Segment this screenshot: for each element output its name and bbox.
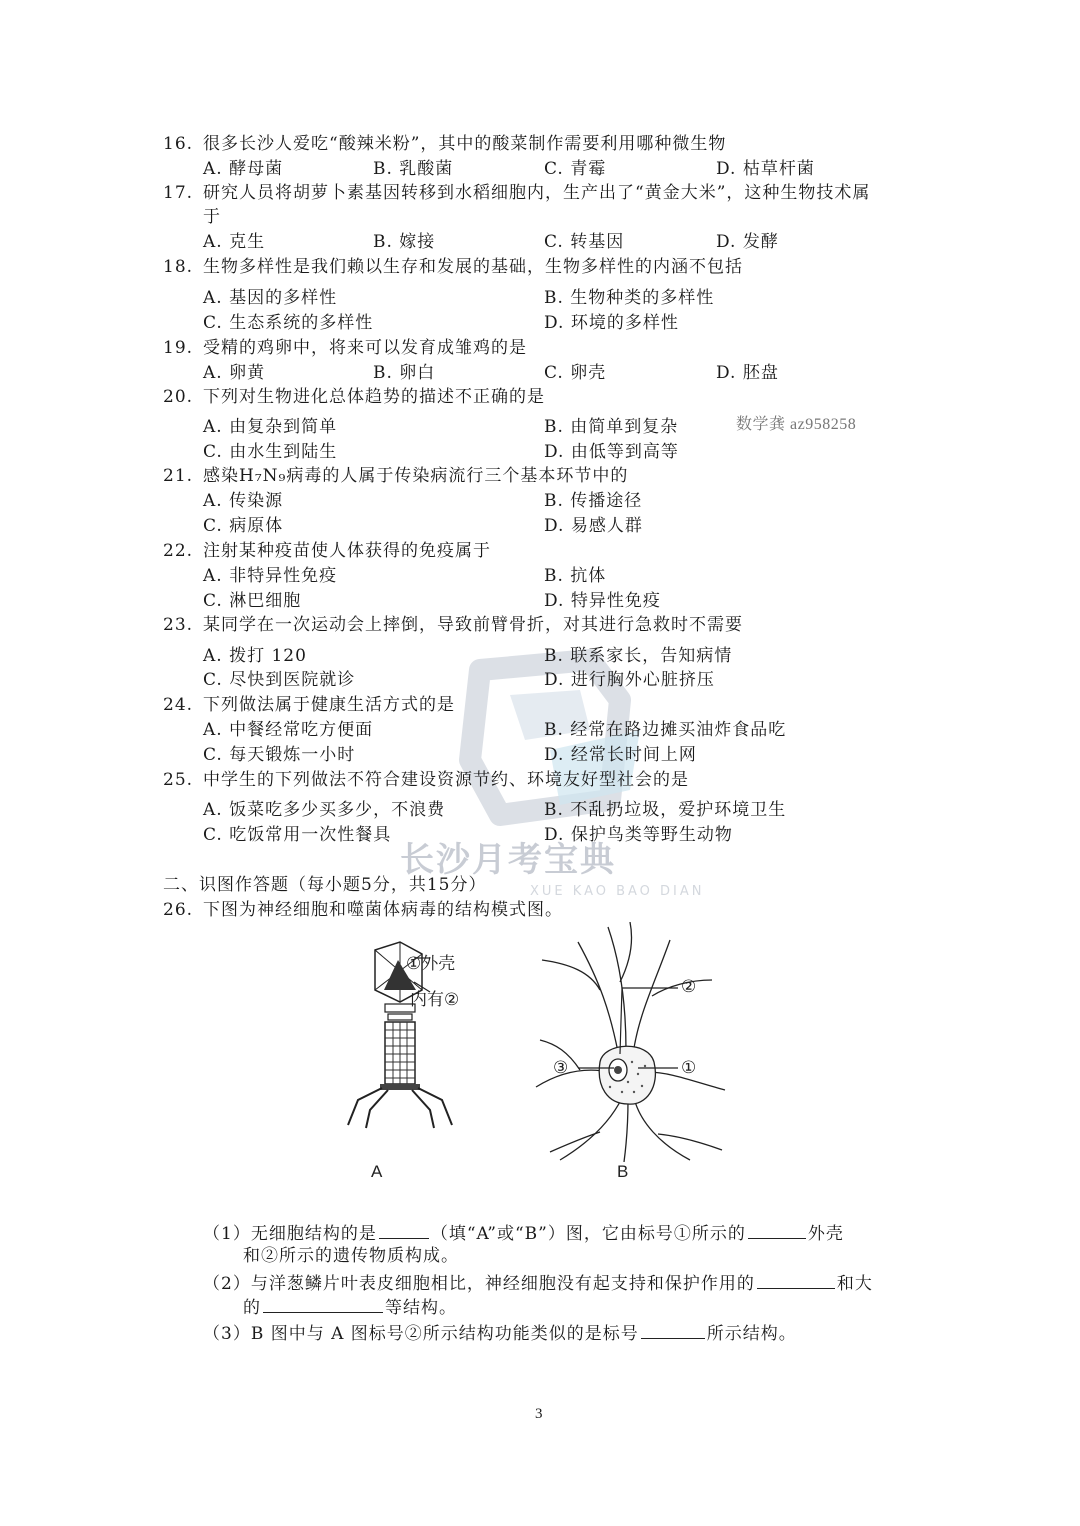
option: B. 卵白 — [373, 363, 436, 383]
question-number: 23. — [163, 615, 194, 635]
option: C. 吃饭常用一次性餐具 — [203, 825, 392, 845]
callout-genetic-material: 内有② — [410, 990, 460, 1009]
option: B. 传播途径 — [544, 491, 643, 511]
option: D. 特异性免疫 — [544, 591, 661, 611]
option: A. 基因的多样性 — [203, 288, 338, 308]
sub2-line2-text-b: 等结构。 — [385, 1298, 457, 1318]
answer-blank[interactable] — [263, 1294, 383, 1313]
question-stem: 下图为神经细胞和噬菌体病毒的结构模式图。 — [203, 900, 563, 920]
watermark-title: 长沙月考宝典 — [400, 840, 616, 880]
callout-capsid: ①外壳 — [406, 954, 456, 973]
option: D. 易感人群 — [544, 516, 643, 536]
sub-question-2 — [203, 1270, 873, 1295]
question-number: 21. — [163, 466, 194, 486]
answer-blank[interactable] — [641, 1320, 705, 1339]
sub1-text-c: 外壳 — [807, 1224, 844, 1244]
option: C. 每天锻炼一小时 — [203, 745, 356, 765]
option: B. 联系家长，告知病情 — [544, 646, 733, 666]
section-heading: 二、识图作答题（每小题5分，共15分） — [163, 875, 487, 895]
sub1-text-b: （填“A”或“B”）图，它由标号①所示的 — [430, 1224, 746, 1244]
sub2-text-a: （2）与洋葱鳞片叶表皮细胞相比，神经细胞没有起支持和保护作用的 — [203, 1274, 755, 1294]
neuron-callout-2: ② — [681, 977, 697, 996]
question-stem: 很多长沙人爱吃“酸辣米粉”，其中的酸菜制作需要利用哪种微生物 — [203, 134, 727, 154]
option: B. 抗体 — [544, 566, 607, 586]
question-number: 22. — [163, 541, 194, 561]
option: A. 饭菜吃多少买多少，不浪费 — [203, 800, 446, 820]
option: D. 经常长时间上网 — [544, 745, 697, 765]
option: D. 环境的多样性 — [544, 313, 679, 333]
option: A. 拨打 120 — [203, 646, 307, 666]
bacteriophage-figure — [330, 940, 480, 1130]
question-number: 25. — [163, 770, 194, 790]
question-stem: 注射某种疫苗使人体获得的免疫属于 — [203, 541, 491, 561]
sub3-text-a: （3）B 图中与 A 图标号②所示结构功能类似的是标号 — [203, 1324, 639, 1344]
question-number: 17. — [163, 183, 194, 203]
sub-question-3 — [203, 1320, 797, 1345]
corner-note: 数学龚 az958258 — [736, 416, 857, 433]
question-stem: 感染H₇N₉病毒的人属于传染病流行三个基本环节中的 — [203, 466, 629, 486]
figure-b-label: B — [617, 1162, 629, 1181]
watermark-subtitle: XUE KAO BAO DIAN — [530, 884, 705, 899]
option: B. 由简单到复杂 — [544, 417, 679, 437]
option: D. 由低等到高等 — [544, 442, 679, 462]
neuron-figure — [530, 922, 730, 1162]
sub-question-1-line2: 和②所示的遗传物质构成。 — [243, 1246, 459, 1266]
sub3-text-b: 所示结构。 — [706, 1324, 797, 1344]
question-stem-continued: 于 — [203, 207, 221, 227]
option: A. 卵黄 — [203, 363, 266, 383]
option: B. 嫁接 — [373, 232, 436, 252]
option: D. 进行胸外心脏挤压 — [544, 670, 715, 690]
option: C. 生态系统的多样性 — [203, 313, 374, 333]
page-number: 3 — [535, 1406, 543, 1422]
option: D. 发酵 — [716, 232, 779, 252]
question-number: 18. — [163, 257, 194, 277]
sub2-line2-text-a: 的 — [243, 1298, 261, 1318]
neuron-callout-1: ① — [681, 1058, 697, 1077]
answer-blank[interactable] — [379, 1220, 429, 1239]
option: C. 病原体 — [203, 516, 284, 536]
option: A. 非特异性免疫 — [203, 566, 338, 586]
option: A. 由复杂到简单 — [203, 417, 338, 437]
figure-a-label: A — [371, 1162, 383, 1181]
answer-blank[interactable] — [757, 1270, 835, 1289]
option: A. 酵母菌 — [203, 159, 284, 179]
question-number: 20. — [163, 387, 194, 407]
question-stem: 某同学在一次运动会上摔倒，导致前臂骨折，对其进行急救时不需要 — [203, 615, 743, 635]
option: B. 乳酸菌 — [373, 159, 454, 179]
question-number: 16. — [163, 134, 194, 154]
question-stem: 中学生的下列做法不符合建设资源节约、环境友好型社会的是 — [203, 770, 689, 790]
option: A. 中餐经常吃方便面 — [203, 720, 374, 740]
neuron-callout-3: ③ — [553, 1058, 569, 1077]
answer-blank[interactable] — [748, 1220, 806, 1239]
sub-question-2-line2 — [243, 1294, 457, 1319]
option: C. 淋巴细胞 — [203, 591, 302, 611]
question-stem: 研究人员将胡萝卜素基因转移到水稻细胞内，生产出了“黄金大米”，这种生物技术属 — [203, 183, 871, 203]
option: D. 胚盘 — [716, 363, 779, 383]
question-stem: 受精的鸡卵中，将来可以发育成雏鸡的是 — [203, 338, 527, 358]
sub1-text-a: （1）无细胞结构的是 — [203, 1224, 377, 1244]
sub-question-1 — [203, 1220, 844, 1245]
option: B. 不乱扔垃圾，爱护环境卫生 — [544, 800, 787, 820]
option: D. 保护鸟类等野生动物 — [544, 825, 733, 845]
option: B. 生物种类的多样性 — [544, 288, 715, 308]
option: D. 枯草杆菌 — [716, 159, 815, 179]
question-stem: 生物多样性是我们赖以生存和发展的基础，生物多样性的内涵不包括 — [203, 257, 743, 277]
question-number: 26. — [163, 900, 194, 920]
option: C. 由水生到陆生 — [203, 442, 338, 462]
option: C. 转基因 — [544, 232, 625, 252]
question-stem: 下列做法属于健康生活方式的是 — [203, 695, 455, 715]
option: A. 传染源 — [203, 491, 284, 511]
question-number: 24. — [163, 695, 194, 715]
question-number: 19. — [163, 338, 194, 358]
option: B. 经常在路边摊买油炸食品吃 — [544, 720, 787, 740]
option: C. 青霉 — [544, 159, 607, 179]
option: C. 卵壳 — [544, 363, 607, 383]
question-stem: 下列对生物进化总体趋势的描述不正确的是 — [203, 387, 545, 407]
option: A. 克生 — [203, 232, 266, 252]
sub2-text-b: 和大 — [836, 1274, 873, 1294]
option: C. 尽快到医院就诊 — [203, 670, 356, 690]
